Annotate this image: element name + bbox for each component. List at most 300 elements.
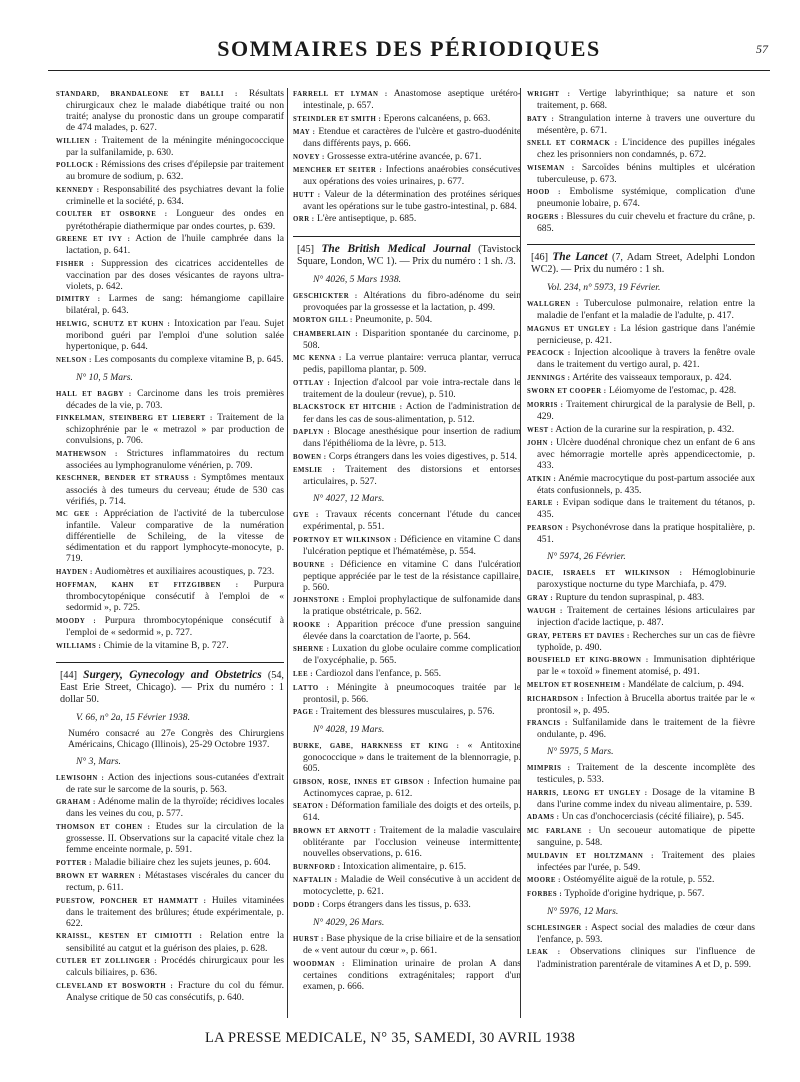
abstract-entry: [56, 857, 284, 869]
issue-heading: N° 10, 5 Mars.: [76, 371, 133, 383]
abstract-entry: [527, 372, 755, 384]
journal-heading: [527, 244, 755, 276]
entry-authors: NELSON :: [56, 356, 92, 364]
entry-authors: WAUGH :: [527, 608, 563, 616]
issue-heading: N° 5975, 5 Mars.: [547, 746, 614, 758]
entry-text: Sarcoïdes bénins multiples et ulcération tuberculeuse, p. 673.: [537, 161, 755, 185]
entry-authors: HURST :: [293, 935, 324, 943]
entry-authors: RICHARDSON :: [527, 695, 584, 703]
entry-text: Action de l'administration de fer dans les cas de sous-alimentation, p. 512.: [303, 401, 521, 425]
abstract-entry: [56, 88, 284, 133]
entry-text: Strictures inflammatoires du rectum associées au lymphogranulome vénérien, p. 709.: [66, 447, 284, 471]
abstract-entry: [293, 88, 521, 111]
abstract-entry: [527, 592, 755, 604]
entry-text: Etendue et caractères de l'ulcère et gastro-duodénite dans différents pays, p. 666.: [303, 126, 521, 150]
journal-name: Surgery, Gynecology and Obstetrics: [83, 668, 262, 681]
entry-authors: GREENE ET IVY :: [56, 236, 131, 244]
entry-authors: FRANCIS :: [527, 720, 568, 728]
entry-authors: PAGE :: [293, 709, 319, 717]
issue-heading: N° 4027, 12 Mars.: [313, 493, 385, 505]
entry-text: Rupture du tendon supraspinal, p. 483.: [553, 591, 705, 603]
entry-authors: ADAMS :: [527, 814, 560, 822]
entry-authors: HAYDEN :: [56, 568, 93, 576]
abstract-entry: [56, 615, 284, 638]
entry-text: Hémoglobinurie paroxystique nocturne du type Marchiafa, p. 479.: [537, 567, 755, 591]
entry-text: Psychonévrose dans la pratique hospitalière, p. 451.: [537, 521, 755, 545]
entry-text: Cardiozol dans l'enfance, p. 565.: [313, 667, 442, 679]
entry-text: Relation entre la sensibilité au catgut et la guérison des plaies, p. 628.: [66, 930, 284, 954]
abstract-entry: [56, 821, 284, 855]
entry-authors: LEAK :: [527, 949, 561, 957]
entry-text: Base physique de la crise biliaire et de la sensation de « vent autour du cœur », p. 661.: [303, 932, 521, 956]
entry-text: Blocage anesthésique pour insertion de radium dans l'épithélioma de la lèvre, p. 513.: [303, 426, 521, 450]
abstract-entry: [293, 113, 521, 125]
abstract-entry: [56, 293, 284, 316]
entry-text: Audiomètres et auxiliaires acoustiques, p. 723.: [92, 565, 275, 577]
abstract-entry: [56, 579, 284, 613]
entry-text: Blessures du cuir chevelu et fracture du crâne, p. 685.: [537, 210, 755, 235]
abstract-entry: [527, 385, 755, 397]
entry-text: Suppression des cicatrices accidentelles de vaccination par des doses vésicantes de rayons ultra-violets, p. 642.: [66, 257, 284, 292]
abstract-entry: [56, 208, 284, 231]
entry-text: Déficience en vitamine C dans l'ulcération peptique et l'hématémèse, p. 554.: [303, 533, 521, 557]
entry-authors: THOMSON ET COHEN :: [56, 824, 151, 832]
entry-text: Responsabilité des psychiatres devant la folie criminelle et la société, p. 634.: [66, 183, 284, 207]
entry-text: Carcinome dans les trois premières décades de la vie, p. 703.: [66, 387, 284, 411]
entry-authors: WEST :: [527, 426, 554, 434]
entry-text: Evipan sodique dans le traitement du tétanos, p. 435.: [537, 497, 755, 521]
journal-name: The Lancet: [552, 251, 608, 264]
abstract-entry: [293, 290, 521, 313]
abstract-entry: [293, 377, 521, 400]
entry-text: Rémissions des crises d'épilepsie par traitement au bromure de sodium, p. 632.: [66, 159, 284, 183]
entry-text: Traitement de la méningite méningococcique par la sulfanilamide, p. 630.: [66, 134, 284, 158]
abstract-entry: [293, 643, 521, 666]
entry-text: Ostéomyélite aiguë de la rotule, p. 552.: [560, 874, 715, 886]
abstract-entry: [293, 534, 521, 557]
abstract-entry: [527, 186, 755, 209]
entry-text: Chimie de la vitamine B, p. 727.: [101, 639, 229, 651]
column-divider-2: [520, 88, 521, 1018]
abstract-entry: [527, 787, 755, 810]
abstract-entry: [293, 776, 521, 799]
entry-text: Un secoueur automatique de pipette sanguine, p. 548.: [537, 825, 755, 849]
entry-text: Résultats chirurgicaux chez le malade diabétique traité ou non traité; analyse du pronostic dans un groupe comparatif de 474 malades, p. 627.: [66, 88, 284, 134]
entry-authors: FINKELMAN, STEINBERG ET LIEBERT :: [56, 415, 213, 423]
entry-authors: SCHLESINGER :: [527, 924, 588, 932]
entry-text: Apparition précoce d'une pression sanguine élevée dans la coarctation de l'aorte, p. 564.: [303, 618, 521, 642]
abstract-entry: [527, 762, 755, 785]
abstract-entry: [56, 184, 284, 207]
abstract-entry: [293, 401, 521, 424]
abstract-entry: [527, 874, 755, 886]
entry-text: Traitement des distorsions et entorses articulaires, p. 527.: [303, 464, 521, 488]
entry-text: Infection humaine par Actinomyces caprae, p. 612.: [303, 775, 521, 799]
entry-text: Anastomose aseptique urétéro-intestinale, p. 657.: [303, 88, 521, 112]
entry-authors: BURKE, GABE, HARKNESS ET KING :: [293, 743, 460, 751]
entry-text: Les composants du complexe vitamine B, p. 645.: [91, 353, 284, 365]
abstract-entry: [527, 113, 755, 136]
entry-authors: BOUSFIELD ET KING-BROWN :: [527, 657, 649, 665]
entry-text: Traitement de la schizophrénie par le « metrazol » par production de convulsions, p. 706.: [66, 412, 284, 447]
abstract-entry: [293, 740, 521, 774]
journal-details: (54, East Erie Street, Chicago). — Prix du numéro : 1 dollar 50.: [60, 669, 284, 705]
column-divider-1: [287, 88, 288, 1018]
abstract-entry: [527, 162, 755, 185]
entry-authors: WRIGHT :: [527, 91, 571, 98]
abstract-entry: [293, 126, 521, 149]
abstract-entry: [527, 717, 755, 740]
entry-authors: ATKIN :: [527, 475, 557, 483]
entry-authors: BLACKSTOCK ET HITCHIE :: [293, 404, 403, 412]
entry-text: Huiles vitaminées dans le traitement des brûlures; étude expérimentale, p. 622.: [66, 894, 284, 929]
abstract-entry: [527, 399, 755, 422]
entry-authors: HUTT :: [293, 191, 321, 199]
entry-text: Action des injections sous-cutanées d'extrait de rate sur le sarcome de la souris, p. 563.: [66, 771, 284, 795]
abstract-entry: [56, 930, 284, 953]
abstract-entry: [56, 772, 284, 795]
entry-authors: PEACOCK :: [527, 350, 571, 358]
abstract-entry: [527, 946, 755, 969]
entry-text: Adénome malin de la thyroïde; récidives locales dans les veines du cou, p. 577.: [66, 796, 284, 820]
entry-text: Métastases viscérales du cancer du rectum, p. 611.: [66, 870, 284, 894]
issue-heading: N° 4029, 26 Mars.: [313, 916, 385, 928]
entry-authors: MAY :: [293, 129, 316, 137]
abstract-entry: [527, 605, 755, 628]
entry-text: L'incidence des pupilles inégales chez les prisonniers non condamnés, p. 672.: [537, 137, 755, 161]
entry-authors: POLLOCK :: [56, 162, 99, 170]
entry-text: Tuberculose pulmonaire, relation entre la maladie de l'enfant et la maladie de l'adulte, p. 417.: [537, 298, 755, 322]
abstract-entry: [293, 594, 521, 617]
entry-text: Symptômes mentaux associés à des tumeurs du cerveau; étude de 530 cas vérifiés, p. 714.: [66, 472, 284, 507]
entry-authors: GIBSON, ROSE, INNES ET GIBSON :: [293, 778, 431, 786]
page-title: SOMMAIRES DES PÉRIODIQUES: [217, 36, 601, 61]
entry-text: Sulfanilamide dans le traitement de la fièvre ondulante, p. 496.: [537, 717, 755, 741]
entry-authors: ORR :: [293, 216, 315, 224]
entry-authors: OTTLAY :: [293, 379, 331, 387]
entry-authors: BOURNE :: [293, 561, 334, 569]
abstract-entry: [527, 497, 755, 520]
journal-heading: [56, 662, 284, 706]
entry-authors: MATHEWSON :: [56, 450, 118, 458]
entry-authors: DODD :: [293, 901, 320, 909]
journal-name: The British Medical Journal: [321, 242, 471, 255]
abstract-entry: [293, 352, 521, 375]
journal-ref: [44]: [60, 669, 84, 681]
abstract-entry: [527, 654, 755, 677]
entry-text: Ulcère duodénal chronique chez un enfant de 6 ans avec hémorragie mortelle après appendicectomie, p. 433.: [537, 437, 755, 472]
abstract-entry: [56, 980, 284, 1003]
entry-text: Traitement des plaies infectées par l'urée, p. 549.: [537, 849, 755, 873]
entry-text: Dosage de la vitamine B dans l'urine comme index du niveau alimentaire, p. 539.: [537, 786, 755, 810]
entry-authors: GRAY, PETERS ET DAVIES :: [527, 632, 630, 640]
page-header: [48, 34, 770, 71]
abstract-entry: [56, 895, 284, 929]
entry-text: Injection alcoolique à travers la fenêtre ovale dans le traitement du vertigo aural, p. 421.: [537, 347, 755, 371]
abstract-entry: [293, 861, 521, 873]
entry-text: Typhoïde d'origine hydrique, p. 567.: [562, 887, 705, 899]
abstract-entry: [527, 473, 755, 496]
entry-authors: BURNFORD :: [293, 863, 341, 871]
column-3: [527, 88, 755, 1018]
entry-authors: PUESTOW, PONCHER ET HAMMATT :: [56, 897, 207, 905]
entry-authors: MAGNUS ET UNGLEY :: [527, 325, 617, 333]
entry-authors: LEE :: [293, 670, 314, 678]
abstract-entry: [527, 811, 755, 823]
entry-text: Corps étrangers dans les voies digestives, p. 514.: [326, 450, 518, 462]
abstract-entry: [527, 347, 755, 370]
entry-authors: WALLGREN :: [527, 301, 579, 309]
entry-authors: LATTO :: [293, 684, 330, 692]
abstract-entry: [56, 870, 284, 893]
entry-text: Action de l'huile camphrée dans la lactation, p. 641.: [66, 233, 284, 257]
abstract-entry: [56, 472, 284, 506]
entry-text: L'ère antiseptique, p. 685.: [314, 213, 417, 225]
abstract-entry: [527, 825, 755, 848]
abstract-entry: [527, 922, 755, 945]
entry-text: Artérite des vaisseaux temporaux, p. 424.: [570, 371, 732, 383]
abstract-entry: [56, 640, 284, 652]
abstract-entry: [527, 888, 755, 900]
journal-heading: [293, 236, 521, 268]
entry-authors: MC KENNA :: [293, 355, 342, 363]
entry-authors: MOODY :: [56, 618, 97, 626]
abstract-entry: [293, 682, 521, 705]
entry-authors: BOWEN :: [293, 453, 327, 461]
entry-text: La verrue plantaire: verruca plantar, verruca pedis, papilloma plantar, p. 509.: [303, 352, 521, 376]
abstract-entry: [527, 211, 755, 234]
entry-authors: GRAY :: [527, 594, 554, 602]
entry-authors: HOOD :: [527, 189, 561, 197]
entry-authors: STANDARD, BRANDALEONE ET BALLI :: [56, 91, 238, 98]
entry-authors: CUTLER ET ZOLLINGER :: [56, 958, 157, 966]
entry-text: Léiomyome de l'estomac, p. 428.: [606, 385, 737, 397]
abstract-entry: [293, 213, 521, 225]
entry-authors: DACIE, ISRAELS ET WILKINSON :: [527, 570, 683, 578]
entry-authors: MORTON GILL :: [293, 317, 353, 325]
journal-ref: [45]: [297, 243, 322, 255]
abstract-entry: [527, 437, 755, 471]
entry-authors: EMSLIE :: [293, 467, 336, 475]
entry-authors: ROGERS :: [527, 213, 564, 221]
abstract-entry: [293, 668, 521, 680]
entry-text: Pneumonite, p. 504.: [352, 314, 433, 326]
entry-authors: JENNINGS :: [527, 374, 571, 382]
entry-text: Observations cliniques sur l'influence de l'administration parentérale de vitamines A et D, p. 599.: [537, 946, 755, 970]
entry-text: Embolisme systémique, complication d'une pneumonie lobaire, p. 674.: [537, 186, 755, 210]
entry-text: Recherches sur un cas de fièvre typhoïde, p. 490.: [537, 629, 755, 653]
entry-authors: FORBES :: [527, 890, 563, 898]
abstract-entry: [56, 508, 284, 564]
abstract-entry: [56, 448, 284, 471]
entry-text: Grossesse extra-utérine avancée, p. 671.: [324, 150, 482, 162]
entry-text: Déficience en vitamine C dans l'ulcération peptique appréciée par le test de la résistance capillaire, p. 560.: [303, 558, 521, 593]
entry-authors: MIMPRIS :: [527, 765, 571, 773]
entry-authors: SHERNE :: [293, 646, 330, 654]
column-1: [56, 88, 284, 1018]
entry-authors: FARRELL ET LYMAN :: [293, 91, 388, 98]
entry-authors: DAPLYN :: [293, 429, 331, 437]
entry-text: Luxation du globe oculaire comme complication de l'oxycéphalie, p. 565.: [303, 643, 521, 667]
entry-authors: SNELL ET CORMACK :: [527, 140, 618, 148]
journal-details: (7, Adam Street, Adelphi London WC2). — Prix du numéro : 1 sh.: [531, 252, 755, 276]
entry-authors: MELTON ET ROSENHEIM :: [527, 682, 626, 690]
abstract-entry: [527, 567, 755, 590]
entry-text: Purpura thrombocytopénique consécutif à l'emploi de « sedormid », p. 725.: [66, 579, 284, 614]
entry-text: Traitement de certaines lésions articulaires par injection d'acide lactique, p. 487.: [537, 605, 755, 629]
abstract-entry: [56, 159, 284, 182]
entry-text: Appréciation de l'activité de la tuberculose infantile. Valeur comparative de la numération différentielle de Schileing, de la vitesse de sédimentation et du rapport lymphocyte-monocyte, p. 719.: [66, 508, 284, 565]
abstract-entry: [527, 522, 755, 545]
abstract-entry: [293, 800, 521, 823]
entry-authors: HELWIG, SCHUTZ ET KUHN :: [56, 320, 171, 328]
entry-text: Etudes sur la circulation de la grossesse. II. Observations sur la capacité vitale chez la femme enceinte normale, p. 591.: [66, 821, 284, 856]
entry-authors: POTTER :: [56, 859, 92, 867]
abstract-entry: [56, 955, 284, 978]
entry-text: Strangulation interne à travers une ouverture du mésentère, p. 671.: [537, 112, 755, 136]
entry-authors: ROOKE :: [293, 621, 331, 629]
entry-authors: WILLIEN :: [56, 137, 98, 145]
entry-text: Longueur des ondes en pyrétothérapie diathermique par ondes courtes, p. 639.: [66, 208, 284, 232]
entry-text: La lésion gastrique dans l'anémie pernicieuse, p. 421.: [537, 322, 755, 346]
entry-text: Intoxication alimentaire, p. 615.: [340, 860, 466, 872]
entry-authors: FISHER :: [56, 260, 94, 268]
abstract-entry: [293, 874, 521, 897]
entry-authors: MENCHER ET SEITER :: [293, 167, 383, 175]
entry-authors: WOODMAN :: [293, 960, 345, 968]
abstract-entry: [293, 825, 521, 859]
abstract-entry: [527, 88, 755, 111]
entry-authors: CHAMBERLAIN :: [293, 330, 359, 338]
entry-text: Altérations du fibro-adénome du sein provoquées par la grossesse et la lactation, p. 499.: [303, 289, 521, 313]
entry-authors: DIMITRY :: [56, 296, 101, 304]
entry-text: Valeur de la détermination des protéines sériques avant les opérations sur le tube gastro-intestinal, p. 684.: [303, 188, 521, 212]
abstract-entry: [293, 559, 521, 593]
entry-text: Procédés chirurgicaux pour les calculs biliaires, p. 636.: [66, 955, 284, 979]
entry-text: Traitement de la maladie vasculaire oblitérante par l'occlusion veineuse intermittente; nouvelles observations, p. 616.: [303, 825, 521, 860]
entry-authors: MC FARLANE :: [527, 828, 592, 836]
entry-authors: HARRIS, LEONG ET UNGLEY :: [527, 789, 648, 797]
entry-authors: GYE :: [293, 512, 319, 520]
entry-authors: HOFFMAN, KAHN ET FITZGIBBEN :: [56, 582, 239, 590]
issue-heading: V. 66, n° 2a, 15 Février 1938.: [76, 711, 190, 723]
entry-text: Un cas d'onchocerciasis (cécité filiaire), p. 545.: [559, 811, 744, 823]
entry-authors: PORTNOY ET WILKINSON :: [293, 536, 397, 544]
abstract-entry: [293, 706, 521, 718]
abstract-entry: [293, 164, 521, 187]
abstract-entry: [527, 137, 755, 160]
abstract-entry: [293, 619, 521, 642]
abstract-entry: [293, 509, 521, 532]
abstract-entry: [293, 426, 521, 449]
journal-details: (Tavistock Square, London, WC 1). — Prix du numéro : 1 sh. /3.: [297, 243, 521, 267]
abstract-entry: [527, 424, 755, 436]
abstract-entry: [56, 388, 284, 411]
entry-text: Purpura thrombocytopénique consécutif à l'emploi de « sedormid », p. 727.: [66, 615, 284, 639]
abstract-entry: [56, 566, 284, 578]
entry-authors: MULDAVIN ET HOLTZMANN :: [527, 852, 654, 860]
abstract-entry: [56, 135, 284, 158]
issue-heading: N° 4026, 5 Mars 1938.: [313, 273, 402, 285]
abstract-entry: [293, 933, 521, 956]
entry-authors: MOORE :: [527, 877, 561, 885]
entry-text: Vertige labyrinthique; sa nature et son traitement, p. 668.: [537, 88, 755, 112]
entry-authors: SEATON :: [293, 803, 329, 811]
abstract-entry: [527, 323, 755, 346]
entry-authors: WILLIAMS :: [56, 642, 102, 650]
issue-heading: N° 3, Mars.: [76, 755, 121, 767]
entry-text: Travaux récents concernant l'étude du cancer expérimental, p. 551.: [303, 509, 521, 533]
entry-text: Infections anaérobies consécutives aux opérations des voies urinaires, p. 677.: [303, 164, 521, 188]
entry-authors: BROWN ET ARNOTT :: [293, 828, 377, 836]
entry-text: Action de la curarine sur la respiration, p. 432.: [553, 423, 735, 435]
entry-authors: MORRIS :: [527, 401, 564, 409]
entry-authors: BROWN ET WARREN :: [56, 873, 142, 881]
entry-authors: BATY :: [527, 115, 555, 123]
entry-text: Traitement chirurgical de la paralysie de Bell, p. 429.: [537, 398, 755, 423]
abstract-entry: [293, 958, 521, 992]
entry-authors: SWORN ET COOPER :: [527, 388, 607, 396]
entry-text: Traitement des blessures musculaires, p. 576.: [318, 706, 495, 718]
abstract-entry: [293, 151, 521, 163]
entry-text: Anémie macrocytique du post-partum associée aux états confusionnels, p. 435.: [537, 472, 755, 496]
entry-text: Aspect social des maladies de cœur dans l'enfance, p. 593.: [537, 921, 755, 945]
abstract-entry: [293, 314, 521, 326]
entry-authors: EARLE :: [527, 500, 560, 508]
column-2: [293, 88, 521, 1018]
abstract-entry: [56, 354, 284, 366]
entry-text: Disparition spontanée du carcinome, p. 508.: [303, 327, 521, 351]
entry-text: Mandélate de calcium, p. 494.: [625, 679, 744, 691]
entry-authors: JOHNSTONE :: [293, 597, 346, 605]
entry-text: Maladie biliaire chez les sujets jeunes, p. 604.: [91, 856, 271, 868]
entry-text: Immunisation diphtérique par le « toxoïd » finement atomisé, p. 491.: [537, 654, 755, 678]
entry-text: Elimination urinaire de prolan A dans certaines conditions extragénitales; rapport d'un examen, p. 666.: [303, 957, 521, 992]
issue-note: Numéro consacré au 27e Congrès des Chirurgiens Américains, Chicago (Illinois), 25-29 Octobre 1937.: [68, 727, 284, 750]
entry-text: Emploi prophylactique de sulfonamide dans la pratique obstétricale, p. 562.: [303, 594, 521, 618]
entry-text: Corps étrangers dans les tissus, p. 633.: [319, 898, 471, 910]
entry-authors: COULTER ET OSBORNE :: [56, 211, 168, 219]
entry-authors: NOVEY :: [293, 153, 325, 161]
issue-heading: N° 4028, 19 Mars.: [313, 724, 385, 736]
abstract-entry: [56, 318, 284, 352]
entry-authors: NAFTALIN :: [293, 877, 338, 885]
page-footer: LA PRESSE MEDICALE, N° 35, SAMEDI, 30 AVRIL 1938: [205, 1030, 576, 1046]
entry-authors: STEINDLER ET SMITH :: [293, 115, 382, 123]
abstract-entry: [56, 233, 284, 256]
entry-text: Intoxication par l'eau. Sujet moribond guéri par l'emploi d'une solution salée hypertonique, p. 644.: [66, 317, 284, 352]
entry-text: Traitement de la descente incomplète des testicules, p. 533.: [537, 762, 755, 786]
abstract-entry: [527, 630, 755, 653]
abstract-entry: [527, 679, 755, 691]
entry-text: Infection à Brucella abortus traitée par le « prontosil », p. 495.: [537, 692, 755, 716]
abstract-entry: [293, 464, 521, 487]
entry-text: « Antitoxine gonococcique » dans le traitement de la blennorragie, p. 605.: [303, 740, 521, 775]
issue-heading: N° 5974, 26 Février.: [547, 551, 626, 563]
entry-authors: WISEMAN :: [527, 164, 575, 172]
entry-authors: LEWISOHN :: [56, 774, 105, 782]
abstract-entry: [293, 328, 521, 351]
abstract-entry: [293, 451, 521, 463]
entry-authors: GESCHICKTER :: [293, 292, 358, 300]
entry-text: Déformation familiale des doigts et des orteils, p. 614.: [303, 800, 521, 824]
abstract-entry: [527, 850, 755, 873]
issue-heading: Vol. 234, n° 5973, 19 Février.: [547, 282, 661, 294]
journal-ref: [46]: [531, 252, 553, 264]
entry-text: Fracture du col du fémur. Analyse critique de 50 cas consécutifs, p. 640.: [66, 979, 284, 1003]
entry-authors: MC GEE :: [56, 511, 99, 519]
entry-authors: CLEVELAND ET BOSWORTH :: [56, 982, 174, 990]
